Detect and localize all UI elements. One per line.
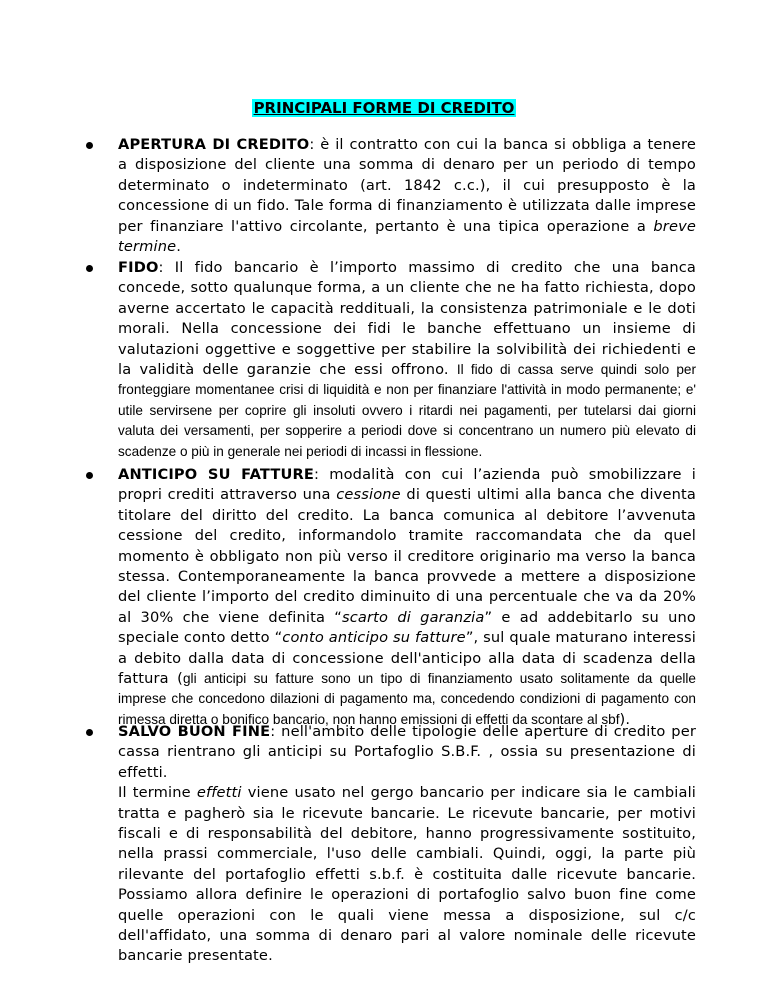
paragraph-fido: FIDO: Il fido bancario è l’importo massimo di credito che una banca concede, sotto qualunque forma, a un cliente che ne ha fatto richiesta, dopo averne accertato le capacità reddituali, la consistenza patrimoniale e le doti morali. Nella concessione dei fidi le banche effettuano un insieme di valutazioni oggettive e soggettive per stabilire la solvibilità dei richiedenti e la validità delle garanzie che essi offrono. Il fido di cassa serve quindi solo per fronteggiare momentanee crisi di liquidità e non per finanziare l'attività in modo permanente; e' utile servirsene per coprire gli insoluti ovvero i ritardi nei pagamenti, per tutelarsi dai giorni valuta dei versamenti, per sopperire a periodi dove si concentrano un numero più elevato di scadenze o più in generale nei periodi di incassi in flessione.	[118, 259, 696, 459]
list-item-sbf	[118, 722, 696, 967]
paragraph-apertura: APERTURA DI CREDITO: è il contratto con cui la banca si obbliga a tenere a disposizione del cliente una somma di denaro per un periodo di tempo determinato o indeterminato (art. 1842 c.c.), il cui presupposto è la concessione di un fido. Tale forma di finanziamento è utilizzata dalle imprese per finanziare l'attivo circolante, pertanto è una tipica operazione a breve termine.	[118, 136, 696, 256]
page-title-text: PRINCIPALI FORME DI CREDITO	[253, 99, 515, 117]
bullet-icon	[86, 472, 93, 479]
paragraph-sbf-effetti: Il termine effetti viene usato nel gergo bancario per indicare sia le cambiali tratta e pagherò sia le ricevute bancarie. Le ricevute bancarie, per motivi fiscali e di responsabilità del debitore, hanno progressivamente sostituito, nella prassi commerciale, l'uso delle cambiali. Quindi, oggi, la parte più rilevante del portafoglio effetti s.b.f. è costituita dalle ricevute bancarie. Possiamo allora definire le operazioni di portafoglio salvo buon fine come quelle operazioni con le quali viene messa a disposizione, sul c/c dell'affidato, una somma di denaro pari al valore nominale delle ricevute bancarie presentate.	[118, 784, 696, 965]
bullet-icon	[86, 142, 93, 149]
list-item-fido	[118, 258, 696, 462]
page-title	[0, 98, 768, 118]
paragraph-anticipo: ANTICIPO SU FATTURE: modalità con cui l’azienda può smobilizzare i propri crediti attraverso una cessione di questi ultimi alla banca che diventa titolare del diritto del credito. La banca comunica al debitore l’avvenuta cessione del credito, informandolo tramite raccomandata che da quel momento è obbligato non più verso il creditore originario ma verso la banca stessa. Contemporaneamente la banca provvede a mettere a disposizione del cliente l’importo del credito diminuito di una percentuale che va da 20% al 30% che viene definita “scarto di garanzia” e ad addebitarlo su uno speciale conto detto “conto anticipo su fatture”, sul quale maturano interessi a debito dalla data di concessione dell'anticipo alla data di scadenza della fattura (gli anticipi su fatture sono un tipo di finanziamento usato solitamente da quelle imprese che concedono dilazioni di pagamento ma, concedendo condizioni di pagamento con rimessa diretta o bonifico bancario, non hanno emissioni di effetti da scontare al sbf).	[118, 466, 697, 728]
list-item-apertura	[118, 135, 696, 257]
paragraph-sbf: SALVO BUON FINE: nell'ambito delle tipologie delle aperture di credito per cassa rientrano gli anticipi su Portafoglio S.B.F. , ossia su presentazione di effetti.	[118, 723, 697, 781]
list-item-anticipo	[118, 465, 696, 730]
term-fido: FIDO	[118, 259, 159, 276]
term-sbf: SALVO BUON FINE	[118, 723, 271, 740]
term-anticipo: ANTICIPO SU FATTURE	[118, 466, 314, 483]
bullet-icon	[86, 265, 93, 272]
term-apertura: APERTURA DI CREDITO	[118, 136, 310, 153]
bullet-icon	[86, 729, 93, 736]
